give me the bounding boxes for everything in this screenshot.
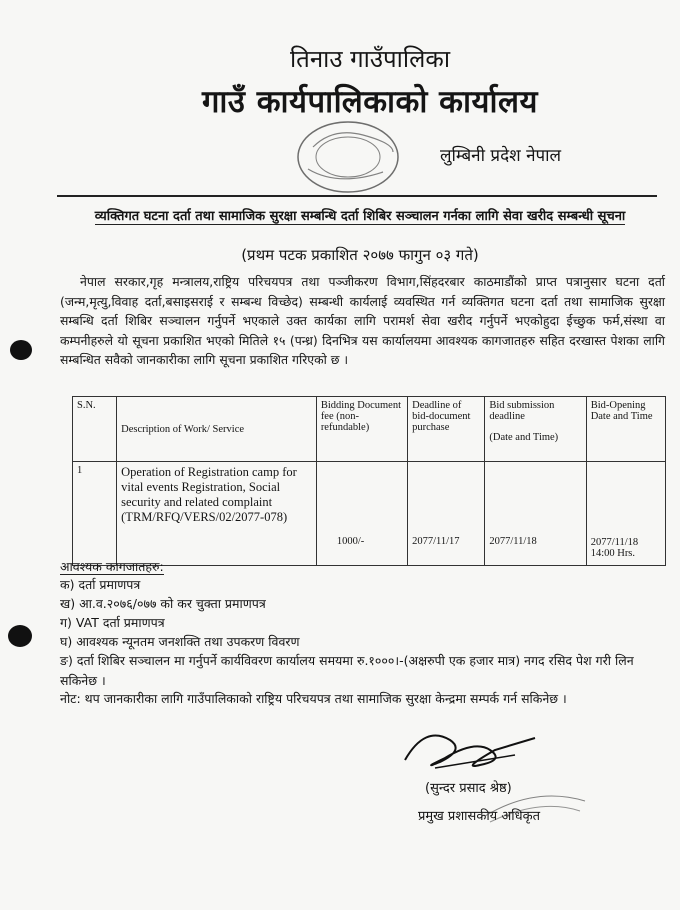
documents-heading-text: आवश्यक कागजातहरु: <box>60 559 164 574</box>
document-item: क) दर्ता प्रमाणपत्र <box>60 577 141 592</box>
header-submission-note: (Date and Time) <box>489 432 559 443</box>
cell-fee: 1000/- <box>316 462 407 566</box>
documents-heading <box>60 558 164 575</box>
notice-subject <box>60 208 660 226</box>
office-seal-stamp <box>293 117 403 197</box>
signature-stamp <box>480 786 590 826</box>
header-submission-label: Bid submission deadline <box>489 400 555 422</box>
header-sn: S.N. <box>73 397 117 462</box>
cell-submission: 2077/11/18 <box>485 462 586 566</box>
header-fee: Bidding Document fee (non-refundable) <box>316 397 407 462</box>
office-title: गाउँ कार्यपालिकाको कार्यालय <box>201 84 539 120</box>
cell-opening-time: 14:00 Hrs. <box>590 548 636 559</box>
header-deadline-purchase: Deadline of bid-document purchase <box>408 397 485 462</box>
header-submission <box>485 397 586 462</box>
document-item: ङ) दर्ता शिबिर सञ्चालन मा गर्नुपर्ने कार्यविवरण कार्यालय समयमा रु.१०००।-(अक्षरुपी एक हजार मात्र) नगद रसिद पेश गरी लिन सकिनेछ । <box>60 653 634 688</box>
signature-scribble <box>395 720 545 780</box>
header-description: Description of Work/ Service <box>117 397 317 462</box>
document-item: ख) आ.व.२०७६/०७७ को कर चुक्ता प्रमाणपत्र <box>60 596 266 611</box>
publication-date: (प्रथम पटक प्रकाशित २०७७ फागुन ०३ गते) <box>241 246 479 264</box>
table-header-row <box>73 397 666 462</box>
cell-deadline-purchase: 2077/11/17 <box>408 462 485 566</box>
notice-body: नेपाल सरकार,गृह मन्त्रालय,राष्ट्रिय परिचयपत्र तथा पञ्जीकरण विभाग,सिंहदरबार काठमाडौंको प्राप्त पत्रानुसार घटना दर्ता (जन्म,मृत्यु,विवाह दर्ता,बसाइसराई र सम्बन्ध विच्छेद) सम्बन्धी कार्यलाई व्यवस्थित गर्न व्यक्तिगत घटना दर्ता तथा सामाजिक सुरक्षा सम्बन्धि दर्ता शिबिर सञ्चालन गर्नुपर्ने भएकाले उक्त कार्यका लागि परामर्श सेवा खरीद गर्नुपर्ने भएकोहुदा ईच्छुक फर्म,संस्था वा कम्पनीहरुले यो सूचना प्रकाशित भएको मितिले १५ (पन्ध्र) दिनभित्र यस कार्यालयमा आवश्यक कागजातहरु सहित दरखास्त पेशका लागि सम्बन्धित सवैको जानकारीका लागि सूचना प्रकाशित गरिएको छ । <box>60 274 665 368</box>
cell-opening-date: 2077/11/18 <box>590 537 639 548</box>
notice-subject-text: व्यक्तिगत घटना दर्ता तथा सामाजिक सुरक्षा सम्बन्धि दर्ता शिबिर सञ्चालन गर्नका लागि सेवा खरीद सम्बन्धी सूचना <box>94 209 626 224</box>
note: नोट: थप जानकारीका लागि गाउँपालिकाको राष्ट्रिय परिचयपत्र तथा सामाजिक सुरक्षा केन्द्रमा सम्पर्क गर्न सकिनेछ । <box>60 691 567 706</box>
document-item: ग) VAT दर्ता प्रमाणपत्र <box>60 615 165 630</box>
punch-hole-mark <box>10 340 32 360</box>
punch-hole-mark <box>8 625 32 647</box>
cell-sn: 1 <box>73 462 117 566</box>
table-row <box>73 462 666 566</box>
cell-opening <box>586 462 665 566</box>
signatory-title: प्रमुख प्रशासकीय अधिकृत <box>418 809 541 824</box>
bid-table <box>72 396 666 566</box>
signatory-name: (सुन्दर प्रसाद श्रेष्ठ) <box>425 781 512 796</box>
document-item: घ) आवश्यक न्यूनतम जनशक्ति तथा उपकरण विवरण <box>60 634 300 649</box>
header-opening: Bid-Opening Date and Time <box>586 397 665 462</box>
header-divider <box>57 195 657 197</box>
cell-description: Operation of Registration camp for vital events Registration, Social security and related complaint (TRM/RFQ/VERS/02/2077-078) <box>117 462 317 566</box>
org-name: तिनाउ गाउँपालिका <box>289 45 451 73</box>
province-label: लुम्बिनी प्रदेश नेपाल <box>440 146 562 166</box>
